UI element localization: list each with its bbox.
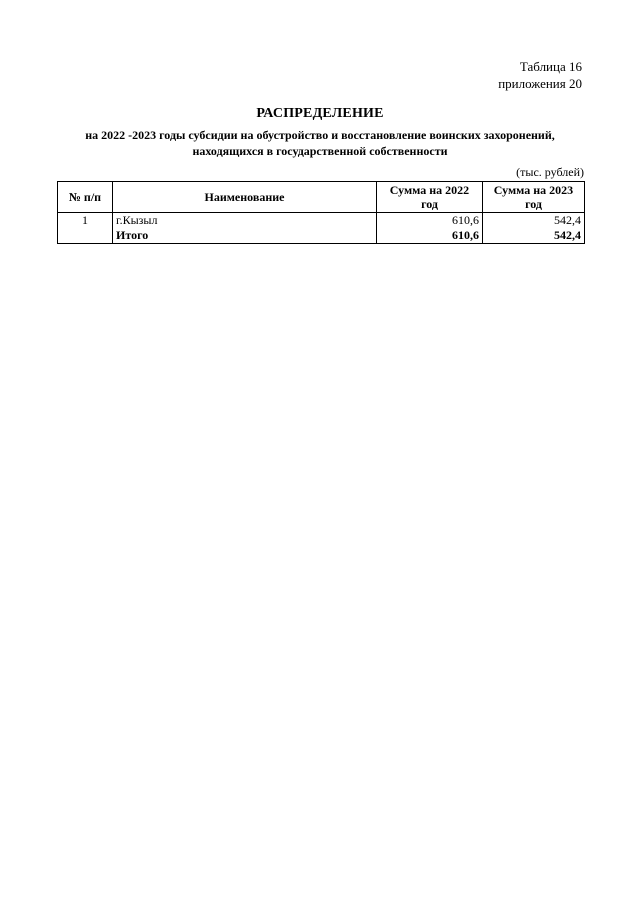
units-label: (тыс. рублей) [516,165,584,179]
subtitle-line-2: находящихся в государственной собственности [192,144,448,158]
row-sum-2023: 542,4 [483,213,585,229]
table-header-row [58,182,585,213]
total-sum-2022: 610,6 [377,228,483,244]
total-number-cell [58,228,113,244]
table-reference [498,58,582,92]
table-row [58,213,585,229]
total-row [58,228,585,244]
header-number: № п/п [58,182,113,213]
row-name: г.Кызыл [113,213,377,229]
header-sum-2023: Сумма на 2023 год [483,182,585,213]
header-sum-2022: Сумма на 2022 год [377,182,483,213]
row-sum-2022: 610,6 [377,213,483,229]
table-number: Таблица 16 [519,59,582,74]
row-number: 1 [58,213,113,229]
total-sum-2023: 542,4 [483,228,585,244]
document-title: РАСПРЕДЕЛЕНИЕ [256,106,384,121]
appendix-number: приложения 20 [498,76,582,91]
document-subtitle [60,127,580,159]
header-name: Наименование [113,182,377,213]
subtitle-line-1: на 2022 -2023 годы субсидии на обустройство и восстановление воинских захоронений, [85,128,555,142]
distribution-table [57,181,585,244]
total-label: Итого [113,228,377,244]
